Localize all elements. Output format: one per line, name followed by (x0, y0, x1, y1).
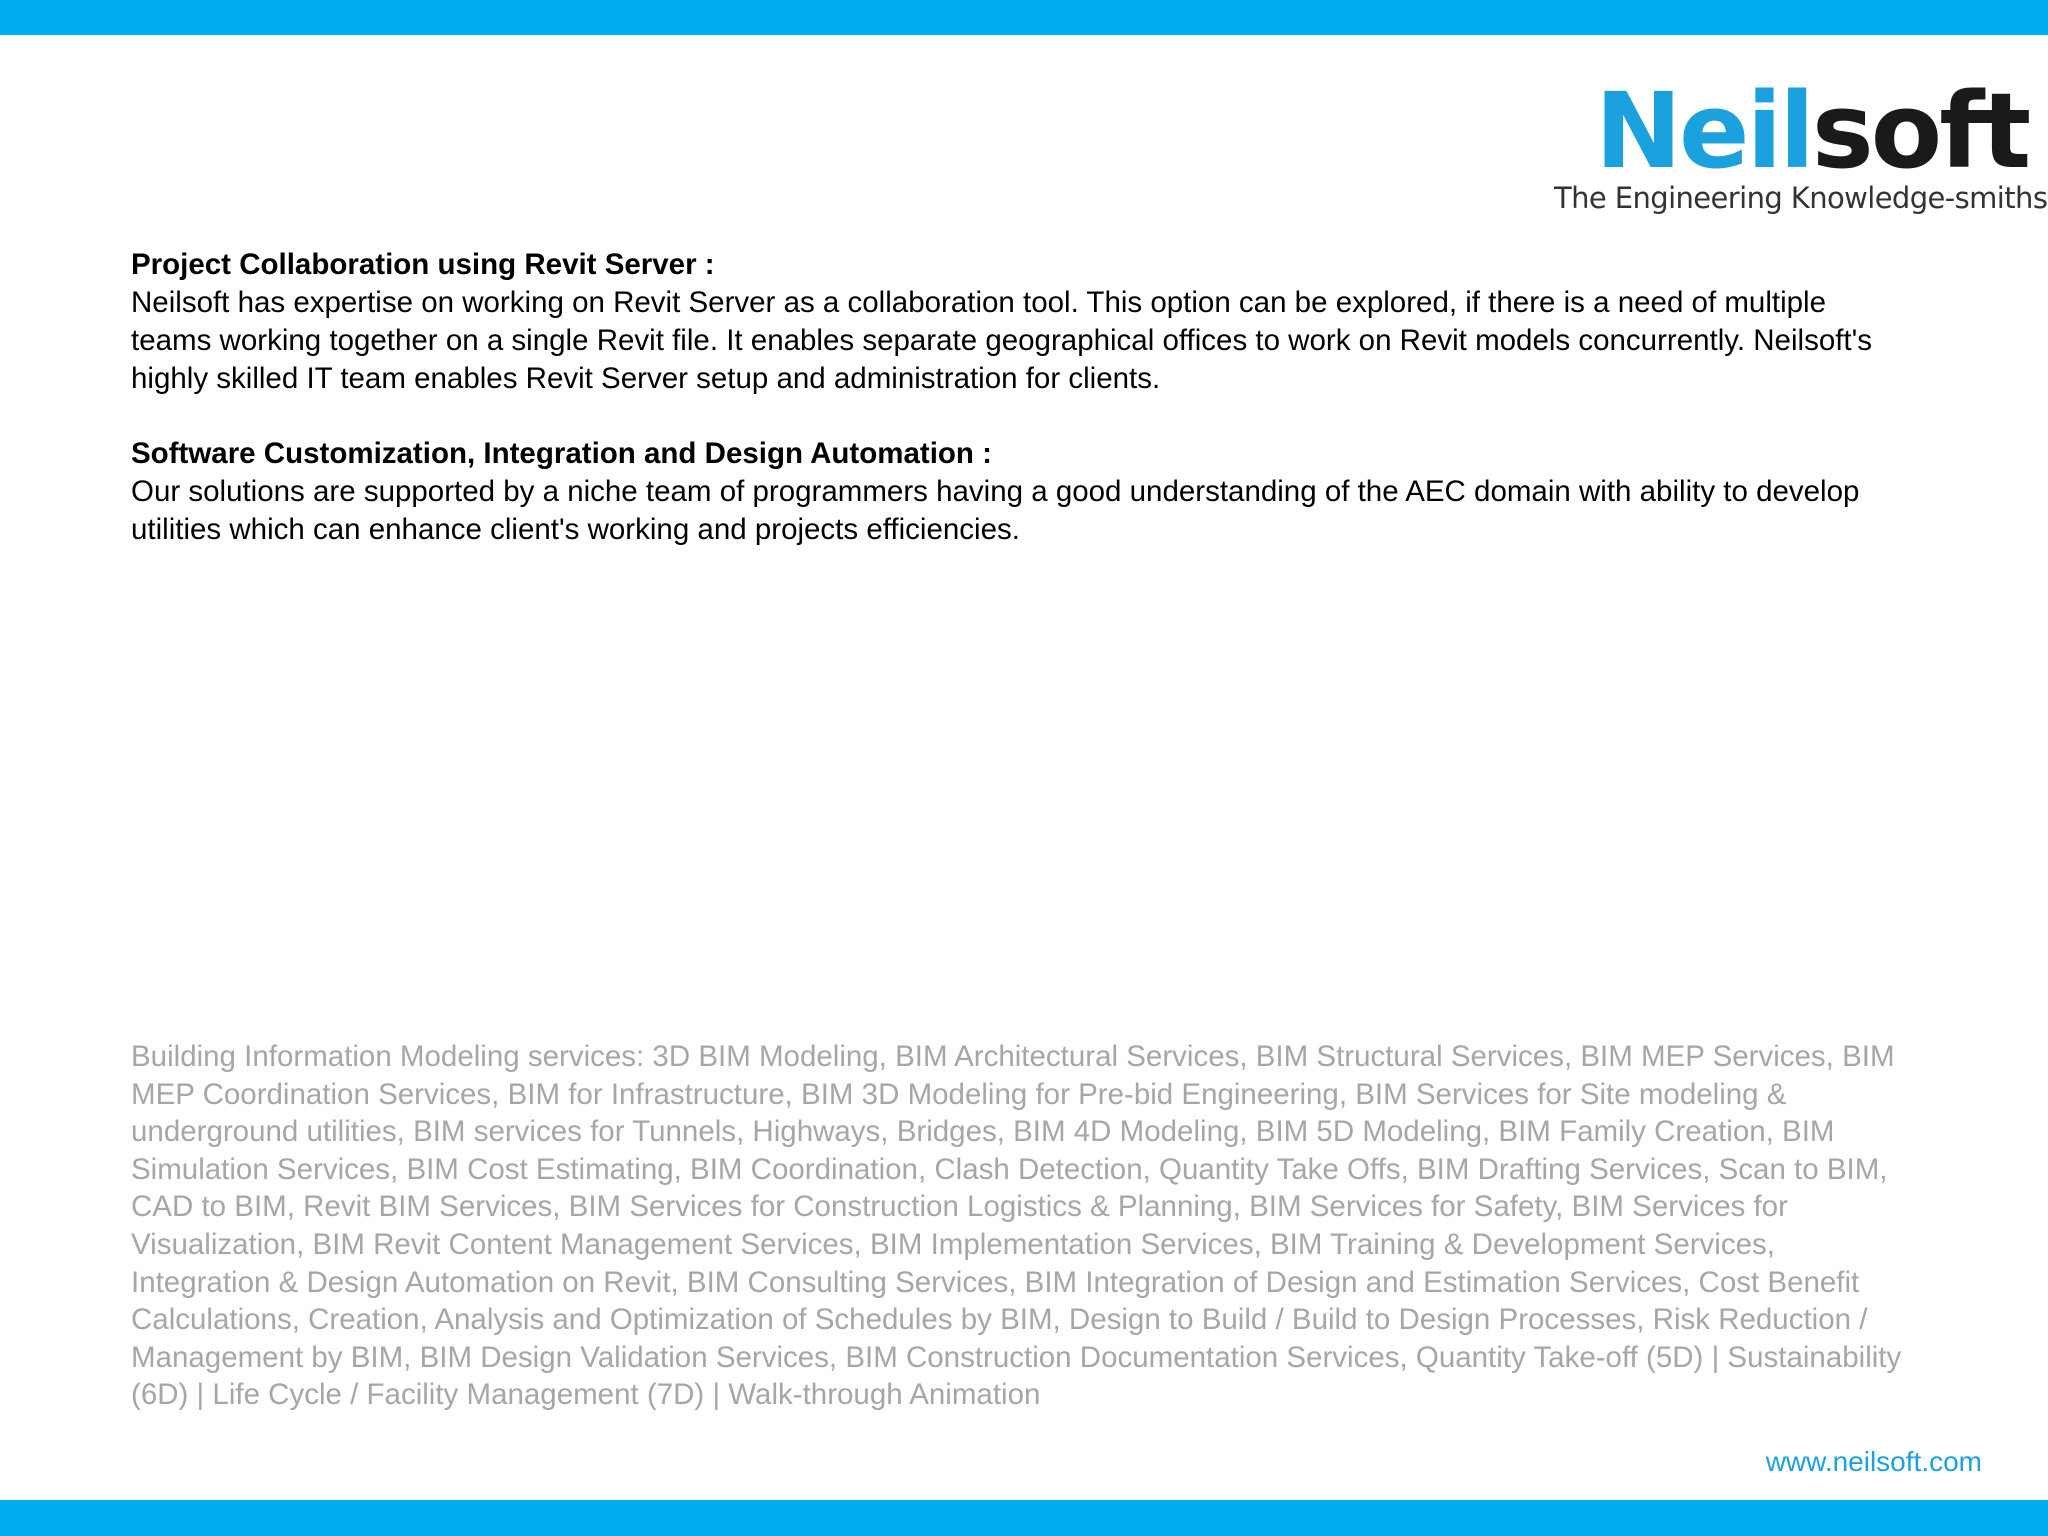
logo-wordmark-neil: Neil (1595, 70, 1812, 192)
neilsoft-logo (1540, 70, 2048, 226)
logo-wordmark (1595, 70, 2029, 192)
services-keyword-list: Building Information Modeling services: 3D BIM Modeling, BIM Architectural Services, BIM Structural Services, BIM MEP Services, BIM MEP Coordination Services, BIM for Infrastructure, BIM 3D Modeling for Pre-bid Engineering, BIM Services for Site modeling & underground utilities, BIM services for Tunnels, Highways, Bridges, BIM 4D Modeling, BIM 5D Modeling, BIM Family Creation, BIM Simulation Services, BIM Cost Estimating, BIM Coordination, Clash Detection, Quantity Take Offs, BIM Drafting Services, Scan to BIM, CAD to BIM, Revit BIM Services, BIM Services for Construction Logistics & Planning, BIM Services for Safety, BIM Services for Visualization, BIM Revit Content Management Services, BIM Implementation Services, BIM Training & Development Services, Integration & Design Automation on Revit, BIM Consulting Services, BIM Integration of Design and Estimation Services, Cost Benefit Calculations, Creation, Analysis and Optimization of Schedules by BIM, Design to Build / Build to Design Processes, Risk Reduction / Management by BIM, BIM Design Validation Services, BIM Construction Documentation Services, Quantity Take-off (5D) | Sustainability (6D) | Life Cycle / Facility Management (7D) | Walk-through Animation (131, 1040, 1902, 1412)
section-software-customization (131, 435, 1911, 549)
section-body: Our solutions are supported by a niche team of programmers having a good understanding of the AEC domain with ability to develop utilities which can enhance client's working and projects efficiencies. (131, 475, 1860, 546)
logo-tagline: The Engineering Knowledge-smiths (1554, 181, 2048, 215)
bottom-accent-bar (0, 1500, 2048, 1536)
section-heading: Software Customization, Integration and Design Automation : (131, 437, 992, 470)
section-heading: Project Collaboration using Revit Server : (131, 248, 715, 281)
logo-wordmark-soft: soft (1811, 70, 2029, 192)
section-revit-server (131, 246, 1911, 398)
top-accent-bar (0, 0, 2048, 35)
website-link[interactable]: www.neilsoft.com (1765, 1446, 1982, 1477)
main-content (131, 246, 1911, 586)
section-body: Neilsoft has expertise on working on Revit Server as a collaboration tool. This option can be explored, if there is a need of multiple teams working together on a single Revit file. It enables separate geographical offices to work on Revit models concurrently. Neilsoft's highly skilled IT team enables Revit Server setup and administration for clients. (131, 286, 1873, 395)
